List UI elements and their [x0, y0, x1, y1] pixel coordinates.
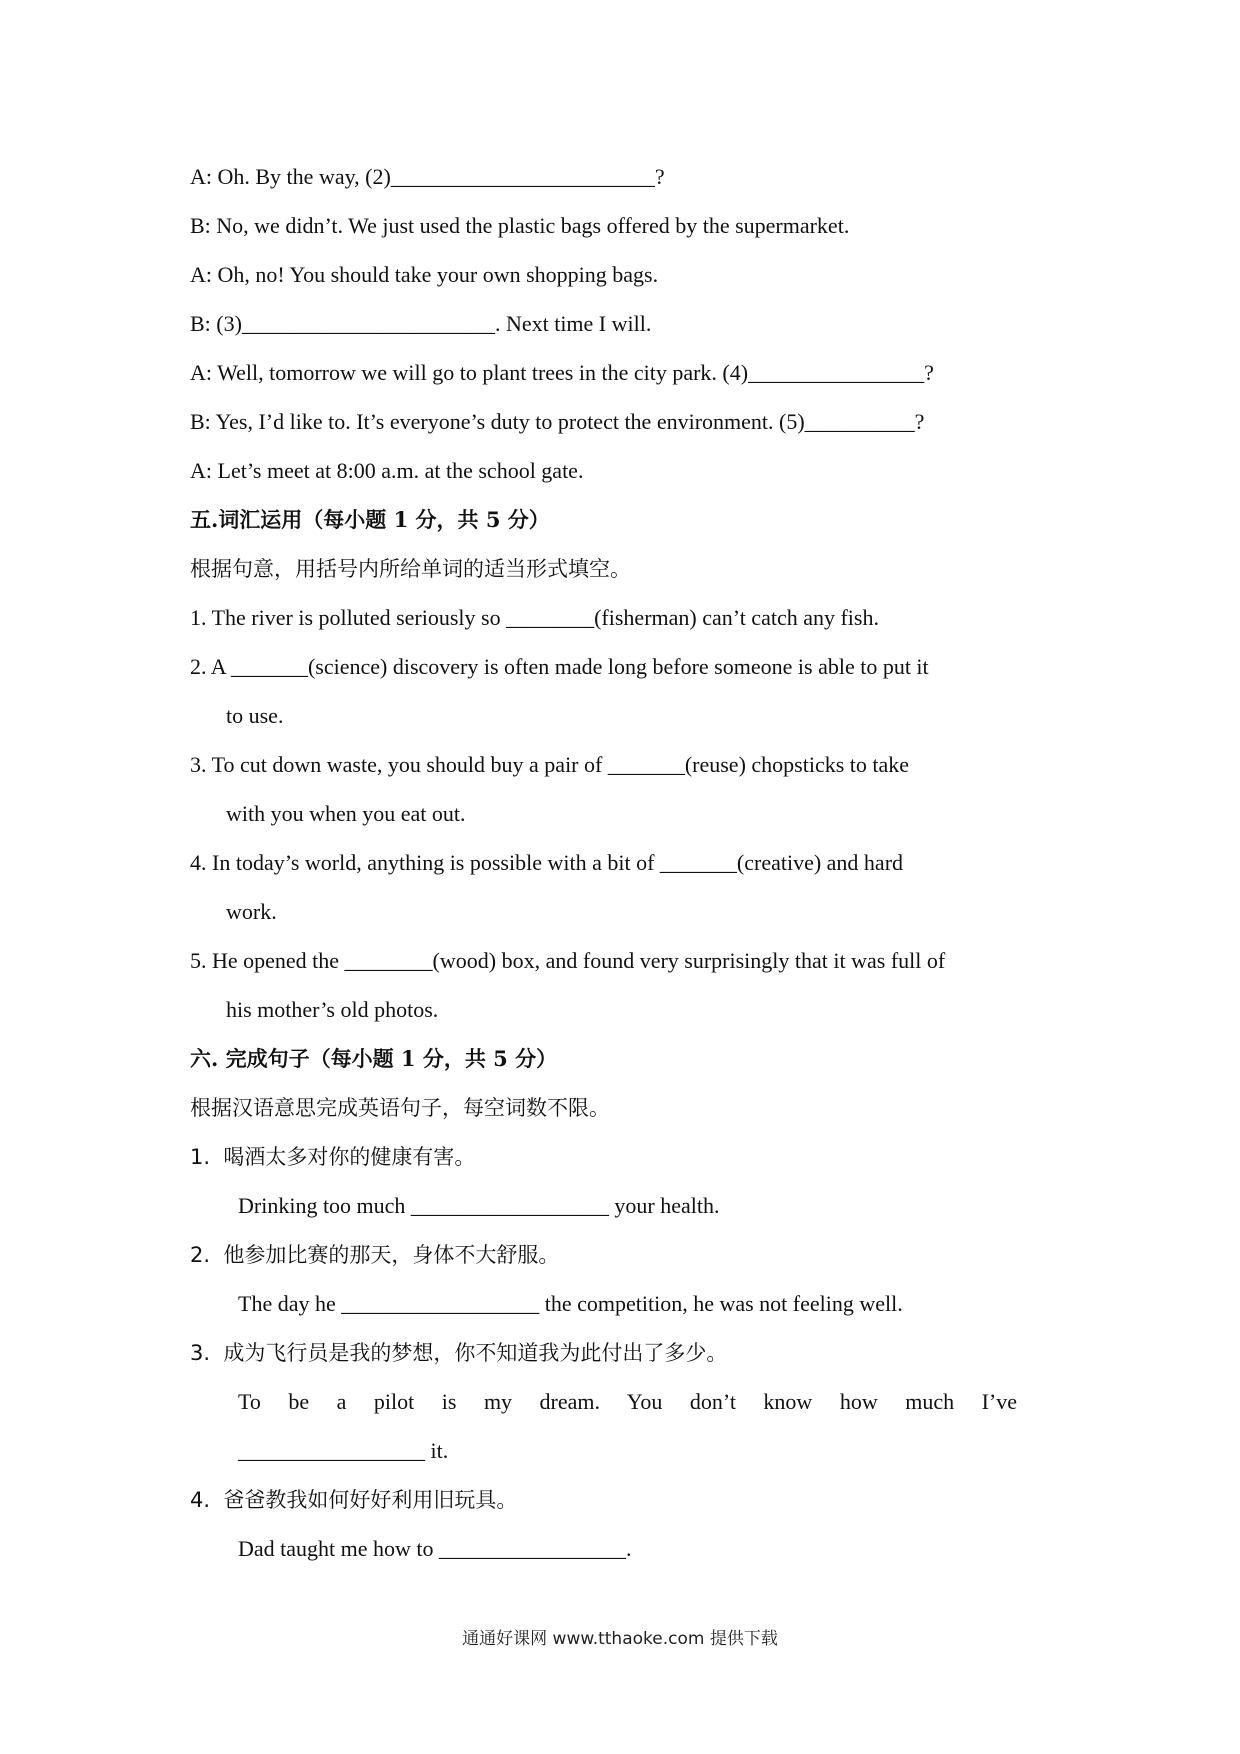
sentence-item-3-en-cont: _________________ it.: [238, 1438, 449, 1463]
sentence-item-1-cn: 1. 喝酒太多对你的健康有害。: [190, 1145, 476, 1169]
section6-instruction: 根据汉语意思完成英语句子，每空词数不限。: [190, 1096, 610, 1120]
dialogue-line: B: (3)_______________________. Next time I will.: [190, 311, 652, 336]
vocab-item-2-cont: to use.: [226, 703, 284, 728]
vocab-item-1: 1. The river is polluted seriously so ________(fisherman) can’t catch any fish.: [190, 605, 879, 630]
dialogue-line: A: Well, tomorrow we will go to plant trees in the city park. (4)________________?: [190, 360, 934, 385]
sentence-item-3-cn: 3. 成为飞行员是我的梦想，你不知道我为此付出了多少。: [190, 1341, 728, 1365]
vocab-item-3: 3. To cut down waste, you should buy a pair of _______(reuse) chopsticks to take: [190, 752, 910, 777]
sentence-item-3-en: To be a pilot is my dream. You don’t know how much I’ve: [238, 1389, 1018, 1414]
section6-heading: 六. 完成句子（每小题 1 分，共 5 分）: [190, 1046, 558, 1071]
section5-heading: 五.词汇运用（每小题 1 分，共 5 分）: [190, 507, 550, 532]
dialogue-line: A: Let’s meet at 8:00 a.m. at the school gate.: [190, 458, 584, 483]
dialogue-line: B: Yes, I’d like to. It’s everyone’s duty to protect the environment. (5)__________?: [190, 409, 925, 434]
vocab-item-5: 5. He opened the ________(wood) box, and found very surprisingly that it was full of: [190, 948, 946, 973]
sentence-item-2-en: The day he __________________ the competition, he was not feeling well.: [238, 1291, 903, 1316]
vocab-item-3-cont: with you when you eat out.: [226, 801, 466, 826]
dialogue-line: B: No, we didn’t. We just used the plastic bags offered by the supermarket.: [190, 213, 850, 238]
vocab-item-2: 2. A _______(science) discovery is often made long before someone is able to put it: [190, 654, 929, 679]
dialogue-line: A: Oh, no! You should take your own shopping bags.: [190, 262, 659, 287]
vocab-item-5-cont: his mother’s old photos.: [226, 997, 439, 1022]
sentence-item-2-cn: 2. 他参加比赛的那天，身体不大舒服。: [190, 1243, 560, 1267]
section5-instruction: 根据句意，用括号内所给单词的适当形式填空。: [190, 557, 631, 581]
vocab-item-4-cont: work.: [226, 899, 277, 924]
vocab-item-4: 4. In today’s world, anything is possible with a bit of _______(creative) and hard: [190, 850, 904, 875]
sentence-item-1-en: Drinking too much __________________ your health.: [238, 1193, 720, 1218]
page-footer: 通通好课网 www.tthaoke.com 提供下载: [462, 1629, 778, 1649]
sentence-item-4-cn: 4. 爸爸教我如何好好利用旧玩具。: [190, 1488, 518, 1512]
sentence-item-4-en: Dad taught me how to _________________.: [238, 1536, 632, 1561]
dialogue-line: A: Oh. By the way, (2)________________________?: [190, 164, 665, 189]
